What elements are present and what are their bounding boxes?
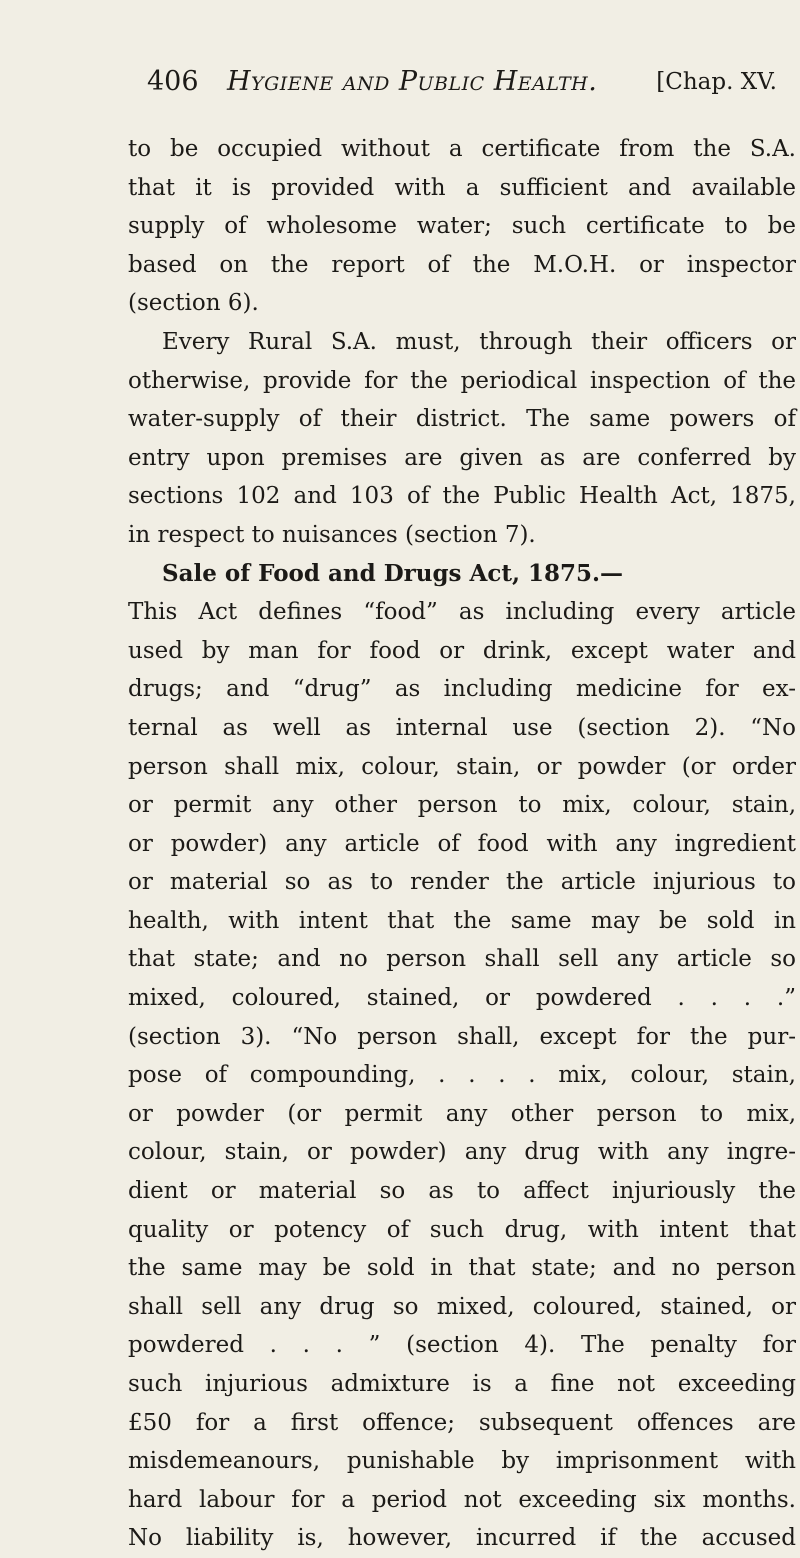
text-line: colour, stain, or powder) any drug with any ingre- [128, 1139, 796, 1166]
text-line: entry upon premises are given as are conferred by [128, 444, 796, 471]
text-line: quality or potency of such drug, with intent that [128, 1216, 796, 1243]
text-line: (section 6). [128, 290, 259, 317]
text-line: or powder) any article of food with any ingredient [128, 830, 796, 857]
text-line: water-supply of their district. The same powers of [128, 406, 796, 433]
text-line: mixed, coloured, stained, or powdered . . . .” [128, 985, 796, 1012]
paragraph-certificate [128, 130, 796, 323]
text-line: or permit any other person to mix, colour, stain, [128, 792, 796, 819]
page-body [128, 130, 796, 1558]
text-line: (section 3). “No person shall, except for the pur- [128, 1023, 796, 1050]
text-line: used by man for food or drink, except water and [128, 637, 796, 664]
text-line: in respect to nuisances (section 7). [128, 521, 536, 548]
page-number: 406 [147, 66, 199, 97]
text-line: otherwise, provide for the periodical inspection of the [128, 367, 796, 394]
text-line: sections 102 and 103 of the Public Health Act, 1875, [128, 483, 796, 510]
paragraph-rural-inspection [128, 323, 796, 555]
text-line: such injurious admixture is a fine not exceeding [128, 1371, 796, 1397]
text-line: that it is provided with a sufficient and available [128, 174, 796, 201]
text-line: drugs; and “drug” as including medicine for ex- [128, 676, 796, 703]
text-line: hard labour for a period not exceeding six months. [128, 1486, 796, 1513]
text-line: person shall mix, colour, stain, or powder (or order [128, 753, 796, 780]
text-line: that state; and no person shall sell any article so [128, 946, 796, 973]
text-line: supply of wholesome water; such certificate to be [128, 213, 796, 240]
chapter-label: [Chap. XV. [656, 69, 777, 95]
text-line: powdered . . . ” (section 4). The penalty for [128, 1332, 796, 1359]
text-line: No liability is, however, incurred if the accused [128, 1525, 796, 1552]
text-line: pose of compounding, . . . . mix, colour, stain, [128, 1062, 796, 1089]
text-line: ternal as well as internal use (section 2). “No [128, 714, 796, 741]
text-line: to be occupied without a certificate from the S.A. [128, 136, 796, 162]
paragraph-food-drugs-act [128, 555, 796, 1558]
text-line: dient or material so as to affect injuriously the [128, 1178, 796, 1205]
text-line: Every Rural S.A. must, through their officers or [162, 328, 796, 355]
text-line: health, with intent that the same may be sold in [128, 907, 796, 934]
running-head [147, 62, 777, 102]
running-title: Hygiene and Public Health. [227, 66, 598, 97]
text-line: misdemeanours, punishable by imprisonment with [128, 1448, 796, 1475]
text-line: £50 for a first offence; subsequent offences are [128, 1409, 796, 1436]
section-heading: Sale of Food and Drugs Act, 1875.— [162, 559, 624, 587]
text-line: shall sell any drug so mixed, coloured, stained, or [128, 1293, 796, 1320]
text-line: the same may be sold in that state; and no person [128, 1255, 796, 1282]
text-line: based on the report of the M.O.H. or inspector [128, 251, 796, 278]
text-line: This Act defines “food” as including every article [128, 599, 796, 626]
text-line: or material so as to render the article injurious to [128, 869, 796, 896]
text-line: or powder (or permit any other person to mix, [128, 1100, 796, 1127]
